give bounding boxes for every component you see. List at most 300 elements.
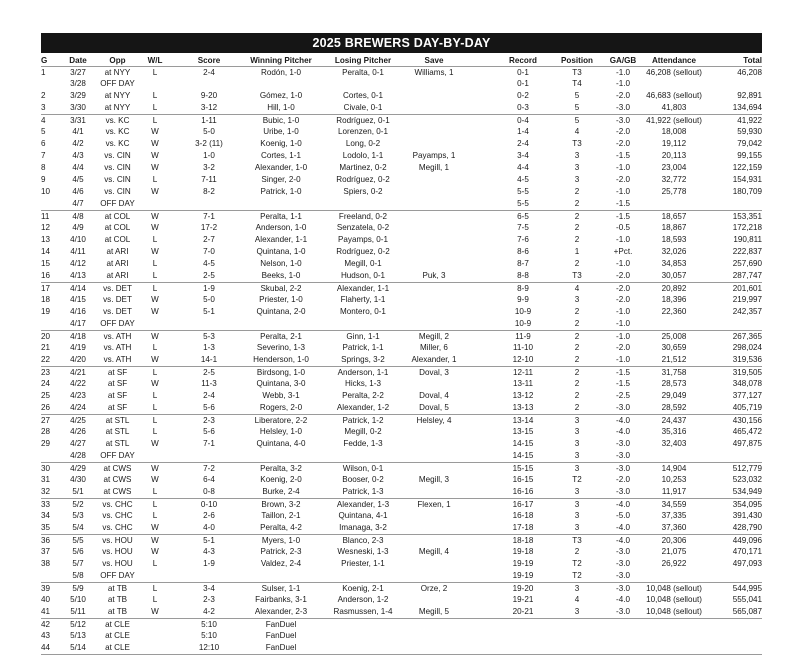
cell-game: 7 [41,151,46,160]
cell-opponent: at STL [105,427,130,436]
table-row [41,174,762,186]
cell-attendance: 10,253 [661,475,687,484]
cell-save: Doval, 3 [419,368,449,377]
cell-total: 523,032 [732,475,762,484]
cell-opponent: at TB [107,584,128,593]
cell-position: 3 [574,416,580,425]
cell-total: 428,790 [732,523,762,532]
cell-position: 4 [574,127,580,136]
cell-gagb: -2.0 [616,295,630,304]
cell-position: 3 [574,451,580,460]
cell-game: 16 [41,271,51,280]
cell-opponent: vs. HOU [102,536,133,545]
cell-winning: Singer, 2-0 [261,175,301,184]
header-record: Record [509,56,537,65]
cell-score: 7-0 [203,247,215,256]
header-gagb: GA/GB [609,56,637,65]
cell-position: 2 [574,212,580,221]
cell-record: 9-9 [517,295,529,304]
cell-score: 1-3 [203,343,215,352]
cell-gagb: -1.0 [616,163,630,172]
cell-record [492,630,554,642]
cell-score: 1-9 [203,559,215,568]
cell-opponent: OFF DAY [100,319,135,328]
cell-gagb: -1.0 [616,355,630,364]
cell-save: Megill, 4 [418,547,450,556]
cell-position: T3 [572,139,582,148]
table-row [41,402,762,414]
cell-result [140,450,170,462]
cell-save: Flexen, 1 [417,500,451,509]
cell-total: 287,747 [732,271,762,280]
cell-total: 99,155 [737,151,762,160]
cell-save: Miller, 6 [420,343,448,352]
cell-winning: FanDuel [265,631,297,640]
cell-date: 4/3 [72,151,84,160]
table-row [41,414,762,426]
cell-record [492,642,554,654]
cell-save [409,642,459,654]
cell-opponent: at TB [107,607,128,616]
cell-attendance: 35,316 [661,427,687,436]
cell-record: 13-13 [512,403,534,412]
table-row [41,66,762,78]
cell-gagb: -3.0 [616,403,630,412]
cell-attendance: 10,048 (sellout) [646,595,702,604]
cell-attendance: 18,396 [661,295,687,304]
cell-position: 2 [574,391,580,400]
table-row [41,90,762,102]
cell-losing: Rasmussen, 1-4 [333,607,393,616]
cell-position: T3 [572,68,582,77]
cell-score: 7-2 [203,464,215,473]
cell-result [140,78,170,90]
cell-date: 4/15 [70,295,86,304]
table-row [41,282,762,294]
cell-save: Doval, 5 [419,403,449,412]
cell-winning: Gómez, 1-0 [259,91,303,100]
cell-position: 2 [574,235,580,244]
cell-losing: Anderson, 1-2 [337,595,389,604]
cell-position: 3 [574,427,580,436]
cell-attendance: 41,803 [661,103,687,112]
cell-game: 25 [41,391,51,400]
cell-gagb: -1.0 [616,79,630,88]
table-row [41,330,762,342]
cell-winning: Patrick, 2-3 [260,547,302,556]
cell-winning: Koenig, 2-0 [260,475,302,484]
off-day-row [41,318,762,330]
cell-position: 5 [574,116,580,125]
cell-total: 544,995 [732,584,762,593]
cell-total: 180,709 [732,187,762,196]
cell-gagb: -4.0 [616,416,630,425]
cell-record: 19-21 [512,595,534,604]
cell-winning: Webb, 3-1 [262,391,300,400]
cell-score: 8-2 [203,187,215,196]
cell-opponent: vs. CHC [102,500,133,509]
cell-gagb: -3.0 [616,487,630,496]
cell-result: L [152,559,158,568]
cell-attendance: 14,904 [661,464,687,473]
cell-total: 267,365 [732,332,762,341]
cell-save [409,450,459,462]
cell-losing: Hudson, 0-1 [340,271,386,280]
cell-opponent: at STL [105,439,130,448]
cell-winning: Valdez, 2-4 [260,559,302,568]
cell-attendance: 46,208 (sellout) [646,68,702,77]
cell-total: 512,779 [732,464,762,473]
cell-date: 4/9 [72,223,84,232]
table-row [41,102,762,114]
cell-result: L [152,271,158,280]
cell-date: 5/5 [72,536,84,545]
cell-result: W [151,187,159,196]
cell-save [409,78,459,90]
cell-gagb: -1.0 [616,319,630,328]
cell-date: 5/1 [72,487,84,496]
cell-game: 22 [41,355,51,364]
cell-date: 5/3 [72,511,84,520]
cell-position: 4 [574,284,580,293]
cell-score: 9-20 [200,91,218,100]
cell-score: 2-3 [203,595,215,604]
cell-score: 3-4 [203,584,215,593]
cell-result: L [152,103,158,112]
cell-attendance [643,570,705,582]
cell-attendance: 46,683 (sellout) [646,91,702,100]
cell-total: 92,891 [737,91,762,100]
cell-position [557,642,597,654]
cell-date: 4/22 [70,379,86,388]
cell-save [409,138,459,150]
cell-date: 4/21 [70,368,86,377]
cell-gagb [604,642,642,654]
table-row [41,582,762,594]
cell-save [409,318,459,330]
cell-record: 20-21 [512,607,534,616]
cell-date: 5/14 [70,643,86,652]
cell-result: W [151,163,159,172]
cell-total: 497,875 [732,439,762,448]
cell-gagb: -3.0 [616,103,630,112]
cell-game: 38 [41,559,51,568]
cell-winning: Sulser, 1-1 [261,584,301,593]
cell-winning: Alexander, 1-1 [254,235,308,244]
cell-losing: Freeland, 0-2 [338,212,388,221]
cell-losing: Lodolo, 1-1 [342,151,384,160]
cell-attendance [643,198,705,210]
cell-date: 4/19 [70,343,86,352]
cell-total: 348,078 [732,379,762,388]
cell-result: L [152,584,158,593]
cell-losing [323,642,403,654]
cell-total: 534,949 [732,487,762,496]
cell-result: W [151,607,159,616]
cell-total [707,198,762,210]
cell-date: 5/10 [70,595,86,604]
cell-losing: Imanaga, 3-2 [339,523,387,532]
cell-gagb: -4.0 [616,536,630,545]
cell-attendance: 10,048 (sellout) [646,584,702,593]
cell-gagb: -1.0 [616,259,630,268]
cell-date: 5/9 [72,584,84,593]
cell-winning: Quintana, 1-0 [256,247,306,256]
table-row [41,498,762,510]
bottom-rule [41,654,762,655]
cell-position: 3 [574,175,580,184]
cell-game [41,78,59,90]
cell-save [409,510,459,522]
cell-record: 7-5 [517,223,529,232]
cell-attendance: 28,573 [661,379,687,388]
cell-record: 8-9 [517,284,529,293]
cell-total: 134,694 [732,103,762,112]
off-day-row [41,450,762,462]
cell-position: 2 [574,355,580,364]
cell-game [41,198,59,210]
table-row [41,126,762,138]
cell-winning: Peralta, 1-1 [260,212,302,221]
cell-game: 32 [41,487,51,496]
cell-opponent: at ARI [106,259,129,268]
cell-date: 3/31 [70,116,86,125]
table-row [41,210,762,222]
cell-score: 17-2 [200,223,218,232]
cell-score: 14-1 [200,355,218,364]
cell-attendance: 37,335 [661,511,687,520]
cell-result: L [152,368,158,377]
cell-date: 4/25 [70,416,86,425]
cell-losing: Fedde, 1-3 [343,439,383,448]
table-row [41,258,762,270]
cell-date: 3/27 [70,68,86,77]
cell-score [173,198,245,210]
cell-result: L [152,259,158,268]
cell-game: 26 [41,403,51,412]
cell-total: 153,351 [732,212,762,221]
cell-position: 2 [574,319,580,328]
cell-save [409,378,459,390]
cell-total [707,78,762,90]
cell-opponent: at NYY [104,91,131,100]
cell-attendance: 41,922 (sellout) [646,116,702,125]
cell-score: 5-0 [203,295,215,304]
cell-save [409,198,459,210]
cell-attendance: 18,867 [661,223,687,232]
header-date: Date [69,56,87,65]
cell-attendance: 18,008 [661,127,687,136]
cell-game: 4 [41,116,46,125]
cell-date: 4/20 [70,355,86,364]
cell-opponent: at SF [107,391,128,400]
cell-record: 10-9 [514,319,532,328]
cell-position: T3 [572,536,582,545]
cell-position: 5 [574,103,580,112]
cell-losing: Hicks, 1-3 [345,379,381,388]
cell-total: 354,095 [732,500,762,509]
cell-score [173,450,245,462]
cell-losing: Lorenzen, 0-1 [338,127,388,136]
cell-game: 18 [41,295,51,304]
cell-game [41,570,59,582]
cell-score: 2-7 [203,235,215,244]
cell-score: 3-2 [203,163,215,172]
table-row [41,138,762,150]
cell-position: 2 [574,307,580,316]
cell-total [707,570,762,582]
cell-losing: Peralta, 0-1 [342,68,384,77]
cell-save: Helsley, 4 [416,416,452,425]
cell-losing: Megill, 0-2 [344,427,382,436]
cell-game: 27 [41,416,51,425]
cell-game: 14 [41,247,51,256]
cell-total: 79,042 [737,139,762,148]
header-game: G [41,56,48,65]
cell-save [409,234,459,246]
schedule-sheet [41,33,762,655]
cell-result: L [152,595,158,604]
table-row [41,510,762,522]
cell-opponent: at TB [107,595,128,604]
cell-winning: Patrick, 1-0 [260,187,302,196]
cell-losing: Booser, 0-2 [342,475,384,484]
cell-result: L [152,235,158,244]
cell-save: Megill, 5 [418,607,450,616]
cell-record: 16-18 [512,511,534,520]
cell-winning: Hill, 1-0 [267,103,295,112]
cell-score: 5:10 [201,620,217,629]
cell-score: 5:10 [201,631,217,640]
cell-gagb: -2.0 [616,284,630,293]
cell-position: 3 [574,439,580,448]
cell-score: 4-2 [203,607,215,616]
cell-total: 298,024 [732,343,762,352]
cell-total: 555,041 [732,595,762,604]
cell-gagb: -3.0 [616,451,630,460]
cell-date: 4/14 [70,284,86,293]
cell-total: 242,357 [732,307,762,316]
cell-gagb: -1.0 [616,235,630,244]
cell-score: 7-1 [203,439,215,448]
cell-date: 4/11 [70,247,86,256]
cell-losing: Payamps, 0-1 [338,235,388,244]
cell-result: W [151,212,159,221]
cell-position: 3 [574,295,580,304]
cell-winning: Beeks, 1-0 [261,271,301,280]
cell-game [41,318,59,330]
cell-save [409,426,459,438]
table-row [41,366,762,378]
cell-result [140,198,170,210]
cell-game: 43 [41,631,51,640]
cell-gagb: -2.0 [616,175,630,184]
header-position: Position [561,56,593,65]
cell-score: 0-8 [203,487,215,496]
cell-game: 29 [41,439,51,448]
cell-winning [241,318,321,330]
cell-result: W [151,127,159,136]
cell-attendance: 18,657 [661,212,687,221]
cell-total: 565,087 [732,607,762,616]
cell-position: 3 [574,584,580,593]
cell-opponent: at SF [107,403,128,412]
cell-record: 13-15 [512,427,534,436]
cell-record: 4-4 [517,163,529,172]
table-title: 2025 BREWERS DAY-BY-DAY [41,33,762,53]
cell-record: 16-16 [512,487,534,496]
cell-save: Megill, 3 [418,475,450,484]
cell-losing: Anderson, 1-1 [337,368,389,377]
cell-result: W [151,379,159,388]
cell-gagb: -2.0 [616,127,630,136]
cell-attendance: 31,758 [661,368,687,377]
cell-game: 34 [41,511,51,520]
cell-opponent: vs. ATH [103,343,132,352]
cell-total: 219,997 [732,295,762,304]
cell-gagb: -3.0 [616,559,630,568]
cell-position: T4 [572,79,582,88]
table-row [41,150,762,162]
cell-attendance: 20,892 [661,284,687,293]
cell-record: 19-19 [512,559,534,568]
cell-record: 13-11 [512,379,534,388]
table-row [41,606,762,618]
cell-attendance [643,642,705,654]
cell-gagb: -3.0 [616,464,630,473]
cell-winning: Peralta, 3-2 [260,464,302,473]
cell-total: 449,096 [732,536,762,545]
cell-winning: Rodón, 1-0 [260,68,302,77]
cell-position: 1 [574,247,580,256]
cell-position: 2 [574,332,580,341]
cell-record: 0-1 [517,68,529,77]
cell-record: 15-15 [512,464,534,473]
cell-score: 1-9 [203,284,215,293]
cell-opponent: at COL [104,235,131,244]
cell-result: L [152,391,158,400]
cell-winning: Uribe, 1-0 [263,127,299,136]
cell-losing: Rodríguez, 0-2 [336,175,390,184]
cell-total: 59,930 [737,127,762,136]
header-score: Score [197,56,221,65]
cell-position: 2 [574,199,580,208]
table-row [41,186,762,198]
cell-opponent: at STL [105,416,130,425]
header-total: Total [743,56,762,65]
cell-record: 8-8 [517,271,529,280]
cell-date: 4/8 [72,212,84,221]
cell-gagb: -1.0 [616,187,630,196]
cell-record: 8-6 [517,247,529,256]
cell-score: 2-4 [203,391,215,400]
cell-losing: Cortes, 0-1 [342,91,384,100]
cell-date: 4/29 [70,464,86,473]
cell-opponent: vs. KC [105,116,130,125]
cell-total: 470,171 [732,547,762,556]
cell-score: 11-3 [201,379,217,388]
cell-position: 3 [574,511,580,520]
cell-losing: Spiers, 0-2 [343,187,383,196]
cell-gagb: -2.5 [616,391,630,400]
cell-attendance: 34,559 [661,500,687,509]
cell-score [173,78,245,90]
cell-winning: Severino, 1-3 [256,343,306,352]
cell-losing: Priester, 1-1 [341,559,385,568]
cell-game: 12 [41,223,51,232]
cell-record: 5-5 [517,199,529,208]
cell-gagb: -0.5 [616,223,630,232]
